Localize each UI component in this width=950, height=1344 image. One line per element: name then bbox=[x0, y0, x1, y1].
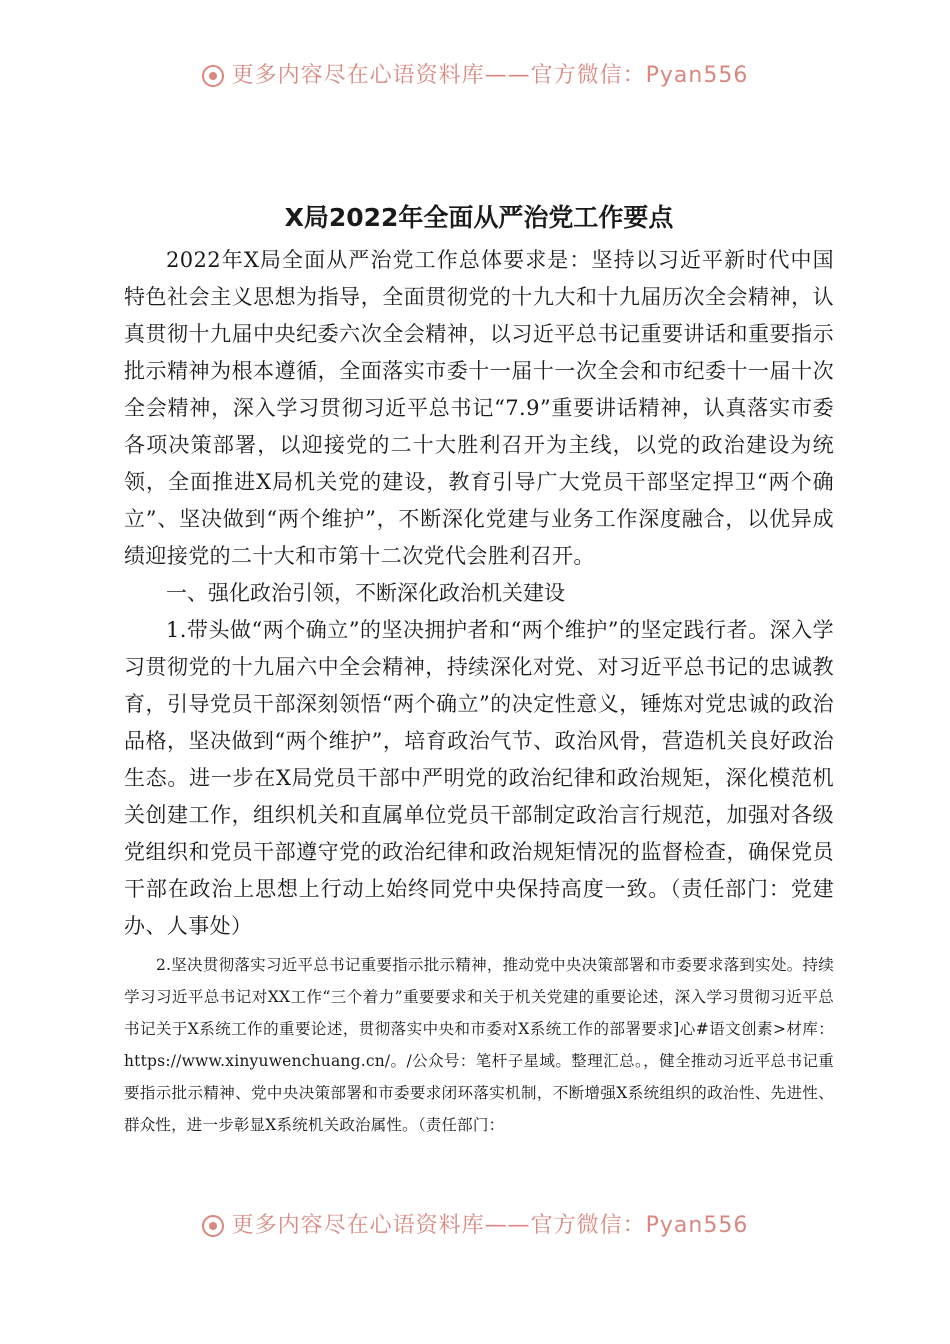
watermark-footer bbox=[0, 1208, 950, 1239]
watermark-header bbox=[0, 58, 950, 89]
brand-logo-icon bbox=[202, 1215, 224, 1237]
intro-paragraph: 2022年X局全面从严治党工作总体要求是：坚持以习近平新时代中国特色社会主义思想为指导，全面贯彻党的十九大和十九届历次全会精神，认真贯彻十九届中央纪委六次全会精神，以习近平总书记重要讲话和重要指示批示精神为根本遵循，全面落实市委十一届十一次全会和市纪委十一届十次全会精神，深入学习贯彻习近平总书记“7.9”重要讲话精神，认真落实市委各项决策部署，以迎接党的二十大胜利召开为主线，以党的政治建设为统领，全面推进X局机关党的建设，教育引导广大党员干部坚定捍卫“两个确立”、坚决做到“两个维护”，不断深化党建与业务工作深度融合，以优异成绩迎接党的二十大和市第十二次党代会胜利召开。 bbox=[124, 248, 834, 568]
item-1-paragraph: 1.带头做“两个确立”的坚决拥护者和“两个维护”的坚定践行者。深入学习贯彻党的十九届六中全会精神，持续深化对党、对习近平总书记的忠诚教育，引导党员干部深刻领悟“两个确立”的决定性意义，锤炼对党忠诚的政治品格，坚决做到“两个维护”，培育政治气节、政治风骨，营造机关良好政治生态。进一步在X局党员干部中严明党的政治纪律和政治规矩，深化模范机关创建工作，组织机关和直属单位党员干部制定政治言行规范，加强对各级党组织和党员干部遵守党的政治纪律和政治规矩情况的监督检查，确保党员干部在政治上思想上行动上始终同党中央保持高度一致。（责任部门：党建办、人事处） bbox=[124, 618, 834, 938]
brand-logo-icon bbox=[202, 65, 224, 87]
watermark-text: 更多内容尽在心语资料库——官方微信：Pyan556 bbox=[231, 1213, 749, 1238]
document-title: X局2022年全面从严治党工作要点 bbox=[284, 203, 674, 232]
section-heading: 一、强化政治引领，不断深化政治机关建设 bbox=[166, 581, 565, 605]
document-body bbox=[124, 200, 834, 1141]
watermark-text: 更多内容尽在心语资料库——官方微信：Pyan556 bbox=[231, 63, 749, 88]
item-2-paragraph: 2.坚决贯彻落实习近平总书记重要指示批示精神，推动党中央决策部署和市委要求落到实处。持续学习习近平总书记对XX工作“三个着力”重要要求和关于机关党建的重要论述，深入学习贯彻习近平总书记关于X系统工作的重要论述，贯彻落实中央和市委对X系统工作的部署要求]心#语文创素>材库：https://www.xinyuwenchuang.cn/。/公众号：笔杆子星域。整理汇总。，健全推动习近平总书记重要指示批示精神、党中央决策部署和市委要求闭环落实机制，不断增强X系统组织的政治性、先进性、群众性，进一步彰显X系统机关政治属性。（责任部门： bbox=[124, 956, 834, 1134]
